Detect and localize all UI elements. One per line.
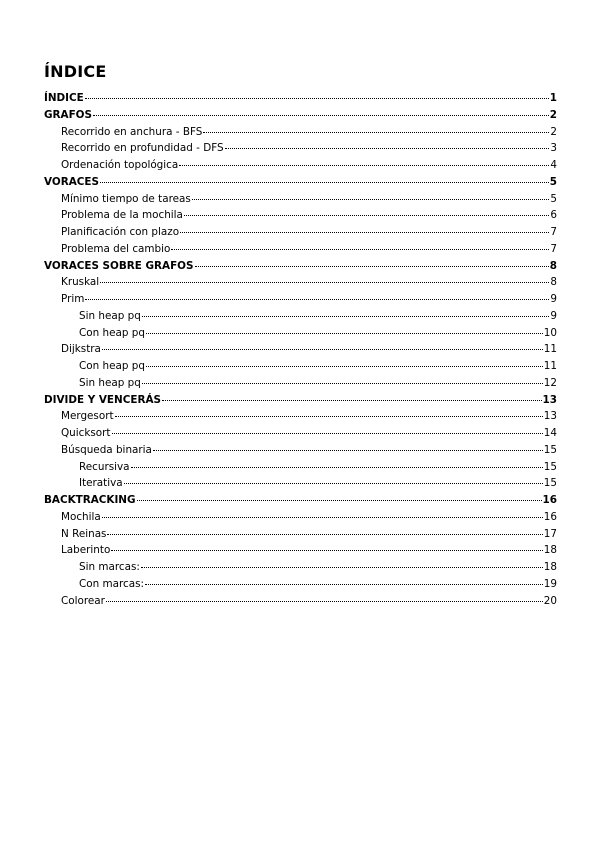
toc-entry-label: Problema del cambio: [61, 242, 171, 255]
toc-entry-page: 11: [543, 343, 557, 356]
toc-leader-dots: [146, 333, 543, 334]
toc-entry-label: GRAFOS: [44, 108, 92, 121]
toc-leader-dots: [225, 148, 550, 149]
toc-entry[interactable]: [44, 475, 557, 492]
toc-entry[interactable]: [44, 576, 557, 593]
toc-entry-label: Mochila: [61, 510, 101, 523]
toc-entry[interactable]: [44, 224, 557, 241]
toc-leader-dots: [180, 232, 549, 233]
toc-leader-dots: [146, 366, 543, 367]
toc-entry[interactable]: [44, 442, 557, 459]
toc-leader-dots: [162, 400, 542, 401]
toc-leader-dots: [195, 266, 549, 267]
toc-entry-page: 13: [542, 393, 557, 406]
toc-entry-label: Sin marcas:: [79, 561, 140, 573]
toc-leader-dots: [93, 115, 549, 116]
toc-leader-dots: [142, 383, 543, 384]
toc-entry-page: 18: [543, 561, 557, 573]
toc-entry-label: Sin heap pq: [79, 309, 141, 322]
toc-entry-label: DIVIDE Y VENCERÁS: [44, 393, 161, 406]
toc-entry-page: 16: [543, 510, 557, 523]
toc-entry[interactable]: [44, 241, 557, 258]
toc-entry-label: VORACES: [44, 175, 99, 188]
toc-entry[interactable]: [44, 526, 557, 543]
page-title: ÍNDICE: [44, 62, 107, 81]
toc-leader-dots: [192, 199, 550, 200]
toc-leader-dots: [184, 215, 549, 216]
toc-entry-page: 20: [543, 594, 557, 607]
toc-entry-page: 19: [543, 577, 557, 590]
toc-leader-dots: [141, 567, 543, 568]
toc-entry-page: 15: [543, 443, 557, 456]
toc-entry-page: 5: [550, 192, 557, 205]
toc-entry-page: 8: [549, 259, 557, 272]
toc-entry-page: 11: [543, 360, 557, 372]
toc-leader-dots: [106, 601, 543, 602]
toc-leader-dots: [102, 349, 543, 350]
toc-entry-label: Laberinto: [61, 544, 111, 557]
toc-entry-page: 4: [550, 159, 557, 171]
toc-entry[interactable]: [44, 492, 557, 509]
toc-entry[interactable]: [44, 325, 557, 342]
toc-entry-page: 3: [550, 142, 557, 155]
toc-entry[interactable]: [44, 341, 557, 358]
toc-leader-dots: [137, 500, 542, 501]
toc-entry[interactable]: [44, 90, 557, 107]
toc-entry[interactable]: [44, 358, 557, 375]
toc-entry[interactable]: [44, 392, 557, 409]
toc-entry-label: Dijkstra: [61, 343, 101, 356]
toc-leader-dots: [85, 98, 549, 99]
toc-entry-page: 12: [543, 376, 557, 389]
toc-entry[interactable]: [44, 124, 557, 141]
toc-entry-page: 2: [550, 125, 557, 138]
toc-entry[interactable]: [44, 258, 557, 275]
toc-entry-label: N Reinas: [61, 527, 107, 540]
toc-leader-dots: [102, 517, 543, 518]
toc-entry-label: Planificación con plazo: [61, 226, 180, 238]
toc-entry[interactable]: [44, 157, 557, 174]
toc-entry-page: 7: [550, 226, 557, 238]
toc-leader-dots: [203, 132, 549, 133]
toc-entry-page: 15: [543, 477, 557, 490]
toc-entry-page: 16: [542, 494, 557, 506]
toc-entry[interactable]: [44, 459, 557, 476]
toc-entry-label: Recorrido en anchura - BFS: [61, 125, 203, 138]
toc-entry-page: 15: [543, 460, 557, 473]
toc-entry-label: Kruskal: [61, 276, 100, 289]
toc-leader-dots: [85, 299, 549, 300]
toc-entry-page: 9: [550, 293, 557, 305]
toc-entry[interactable]: [44, 593, 557, 610]
toc-entry-label: ÍNDICE: [44, 92, 84, 104]
toc-entry-label: Sin heap pq: [79, 376, 141, 389]
toc-entry[interactable]: [44, 291, 557, 308]
toc-entry-page: 1: [549, 92, 557, 104]
toc-entry[interactable]: [44, 191, 557, 208]
toc-entry[interactable]: [44, 207, 557, 224]
toc-entry-page: 9: [550, 309, 557, 322]
toc-leader-dots: [100, 182, 549, 183]
toc-leader-dots: [111, 550, 542, 551]
toc-entry-page: 8: [550, 276, 557, 289]
toc-entry-page: 7: [550, 242, 557, 255]
toc-entry[interactable]: [44, 174, 557, 191]
toc-entry-label: Con marcas:: [79, 577, 145, 590]
toc-entry-label: Iterativa: [79, 477, 123, 490]
toc-entry-page: 5: [549, 175, 557, 188]
toc-leader-dots: [131, 467, 543, 468]
toc-entry-page: 10: [543, 326, 557, 339]
toc-leader-dots: [112, 433, 543, 434]
toc-entry-label: Mergesort: [61, 410, 114, 423]
toc-entry[interactable]: [44, 425, 557, 442]
toc-entry-label: Mínimo tiempo de tareas: [61, 192, 191, 205]
table-of-contents: [44, 90, 557, 609]
toc-leader-dots: [179, 165, 549, 166]
toc-entry-page: 13: [543, 410, 557, 423]
toc-leader-dots: [115, 416, 543, 417]
toc-entry-label: VORACES SOBRE GRAFOS: [44, 259, 194, 272]
toc-entry-page: 18: [543, 544, 557, 557]
toc-leader-dots: [107, 534, 542, 535]
toc-entry-label: Problema de la mochila: [61, 209, 183, 222]
toc-entry[interactable]: [44, 140, 557, 157]
toc-entry-label: Colorear: [61, 594, 105, 607]
toc-leader-dots: [100, 282, 549, 283]
toc-entry-label: Recorrido en profundidad - DFS: [61, 142, 224, 155]
toc-entry-label: Búsqueda binaria: [61, 443, 152, 456]
toc-entry-page: 2: [549, 108, 557, 121]
toc-entry-label: Recursiva: [79, 460, 130, 473]
toc-entry[interactable]: [44, 408, 557, 425]
toc-entry-label: Prim: [61, 293, 85, 305]
toc-leader-dots: [153, 450, 543, 451]
toc-entry-label: Ordenación topológica: [61, 159, 179, 171]
toc-entry-label: Quicksort: [61, 427, 111, 439]
toc-leader-dots: [171, 249, 549, 250]
toc-leader-dots: [145, 584, 543, 585]
toc-entry[interactable]: [44, 274, 557, 291]
toc-leader-dots: [142, 316, 550, 317]
toc-entry-label: BACKTRACKING: [44, 494, 136, 506]
toc-entry[interactable]: [44, 509, 557, 526]
toc-leader-dots: [124, 483, 543, 484]
toc-entry[interactable]: [44, 107, 557, 124]
toc-entry-page: 14: [543, 427, 557, 439]
toc-entry[interactable]: [44, 542, 557, 559]
toc-entry[interactable]: [44, 375, 557, 392]
toc-entry-page: 17: [543, 527, 557, 540]
toc-entry[interactable]: [44, 308, 557, 325]
toc-entry-page: 6: [550, 209, 557, 222]
toc-entry[interactable]: [44, 559, 557, 576]
toc-entry-label: Con heap pq: [79, 326, 145, 339]
toc-entry-label: Con heap pq: [79, 360, 145, 372]
